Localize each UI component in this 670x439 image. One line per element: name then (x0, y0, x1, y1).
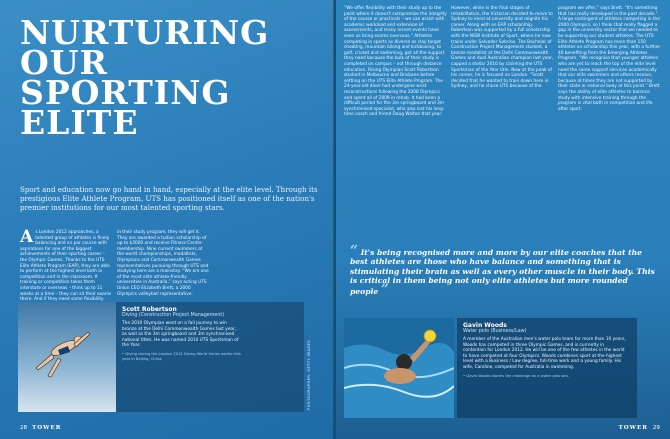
profile-text: A member of the Australian men's water polo team for more than 10 years, Woods has competed in three Olympic Games, and is currently in contention for London 2012. He will be one of the few athletes in the world to have competed at four Olympics. Woods combines sport at the highest level with a Business / Law degree, full-time work and a young family. His wife, Caroline, competed for Australia in swimming. (463, 337, 626, 370)
body-text: in their study program, they will get it. They are awarded a tuition scholarship of up to $3000 and receive Fitness Centre membership. Nine current swimmers at the world championships, medallists, Olympians and Commonwealth Games representatives pursuing through UTS and studying here are a mainstay. “We are one of the most elite athlete-friendly universities in Australia,” says acting UTS Union CEO Elizabeth Brett, a 2000 Olympics volleyball representative. (117, 230, 209, 297)
quote-text: It's being recognised more and more by our elite coaches that the best athletes are those who have balance and something that is stimulating their brain as well as every other muscle in their body. This is critical in them being not only elite athletes but more rounded people (350, 248, 655, 296)
profile-name: Gavin Woods (463, 322, 507, 329)
profile-name: Scott Robertson (122, 306, 177, 313)
water-polo-illustration (344, 318, 454, 418)
folio-left (20, 425, 61, 431)
body-column-1 (344, 6, 447, 120)
body-column-1 (20, 227, 113, 303)
folio-right (619, 425, 660, 431)
body-text: program we offer,” says Brett. “It's something that has really developed in the past decade.” A large contingent of athletes competing in the 2000 Olympics, so I think that really flagged a gap in the university sector that we needed to be supporting our student athletes. The UTS Elite Athlete Program has more than 150 athletes on scholarship this year, with a further 40 benefiting from the Emerging Athletes Program. “We recognise that younger athletes who are yet to reach the top of the elite level need the same support services academically that our elite swimmers and others receive, because at times they are not supported by their state or national body at this point.” Brett says the ability of elite athletes to balance study with intensive training through the program is vital both in competition and life after sport. (558, 6, 661, 112)
quote-open-icon: “ (350, 243, 359, 259)
body-text: s London 2012 approaches, a talented group of athletes is finely balancing and on par course with aspirations for one of the biggest achievements of their sporting career – the Olympic Games. Thanks to the UTS Elite Athlete Program (EAP), they are able to perform at the highest level both in competition and in the classroom. If training or competition takes them interstate or overseas – think up to 11 weeks at a time – they can sit their exams there. And if they need some flexibility (20, 230, 112, 303)
photo-credit: PHOTOGRAPHER: GETTY IMAGES (306, 340, 311, 410)
drop-cap: A (20, 227, 34, 247)
standfirst: Sport and education now go hand in hand, especially at the elite level. Through its prestigious Elite Athlete Program, UTS has positioned itself as one of the nation's premier institutions for our most talented sporting stars. (20, 185, 318, 213)
profile-box-scott (116, 302, 304, 412)
left-page (0, 0, 334, 439)
photo-caption: • Gavin Woods storms the challenge on a water polo win. (463, 373, 570, 378)
pull-quote (350, 243, 655, 298)
title-line: NURTURING (20, 13, 270, 52)
page-number: 29 (652, 425, 660, 431)
magazine-name: TOWER (32, 425, 62, 431)
profile-box-gavin (457, 318, 637, 418)
profile-text: The 2010 Olympian went on a fall journey to win bronze at the Delhi Commonwealth Games last year, as well as the 3m springboard and 3m synchronised national titles. He was named 2010 UTS Sportsman of the Year. (122, 321, 239, 349)
body-column-2 (117, 230, 210, 299)
right-page (336, 0, 670, 439)
profile-role: Diving (Construction Project Management) (122, 313, 225, 318)
title-line: OUR (20, 43, 108, 82)
diver-illustration (18, 302, 116, 412)
body-text: However, while in the final stages of rehabilitation, the Victorian decided to move to Sydney to enrol at university and reignite his career. Along with an EAP scholarship, Robertson was supported by a full scholarship with the NSW Institute of Sport, where he now trains under Salvador Sobrino. The Bachelor of Construction Project Management student, a bronze medallist at the Delhi Commonwealth Games and dual Australian champion last year, capped a stellar 2010 by claiming the UTS Sportsman of the Year title. Now at the peak of his career, he is focused on London. “Scott decided that he wanted to train down here in Sydney, and he chose UTS because of the (451, 6, 554, 90)
quote-close-icon: ” (380, 281, 389, 298)
photo-caption: • Diving during the London 2012 Diving World Series earlier this year in Beijing, China. (122, 351, 241, 361)
article-title (20, 13, 270, 142)
body-column-2 (451, 6, 554, 92)
diver-photo (18, 302, 116, 412)
page-number: 28 (20, 425, 28, 431)
profile-role: Water polo (Business/Law) (463, 329, 527, 334)
title-line: SPORTING (20, 73, 231, 112)
body-column-3 (558, 6, 662, 114)
body-text: “We offer flexibility with their study up to the point where it doesn't compromise the integrity of the course or practicals – we can assist with academic workload and extension of assessments, and many recent events have seen us bring exams overseas.” Athletes competing in sports as diverse as clay target shooting, mountain biking and kickboxing, to golf, cricket and swimming, get all the support they need because the bulk of their study is completed on campus – not through distance education. Rising Olympian Scott Robertson studied in Melbourne and Brisbane before settling on the UTS Elite Athlete Program. The 24-year-old diver had undergone wrist reconstructions following the 2008 Olympics and spent all of 2009 in rehab. It had been a difficult period for the 3m springboard and 3m synchronised specialist, who also lost his long-time coach and friend Doug Walton that year. (344, 6, 447, 118)
title-line: ELITE (20, 103, 139, 142)
magazine-name: TOWER (618, 425, 648, 431)
water-polo-photo (344, 318, 454, 418)
